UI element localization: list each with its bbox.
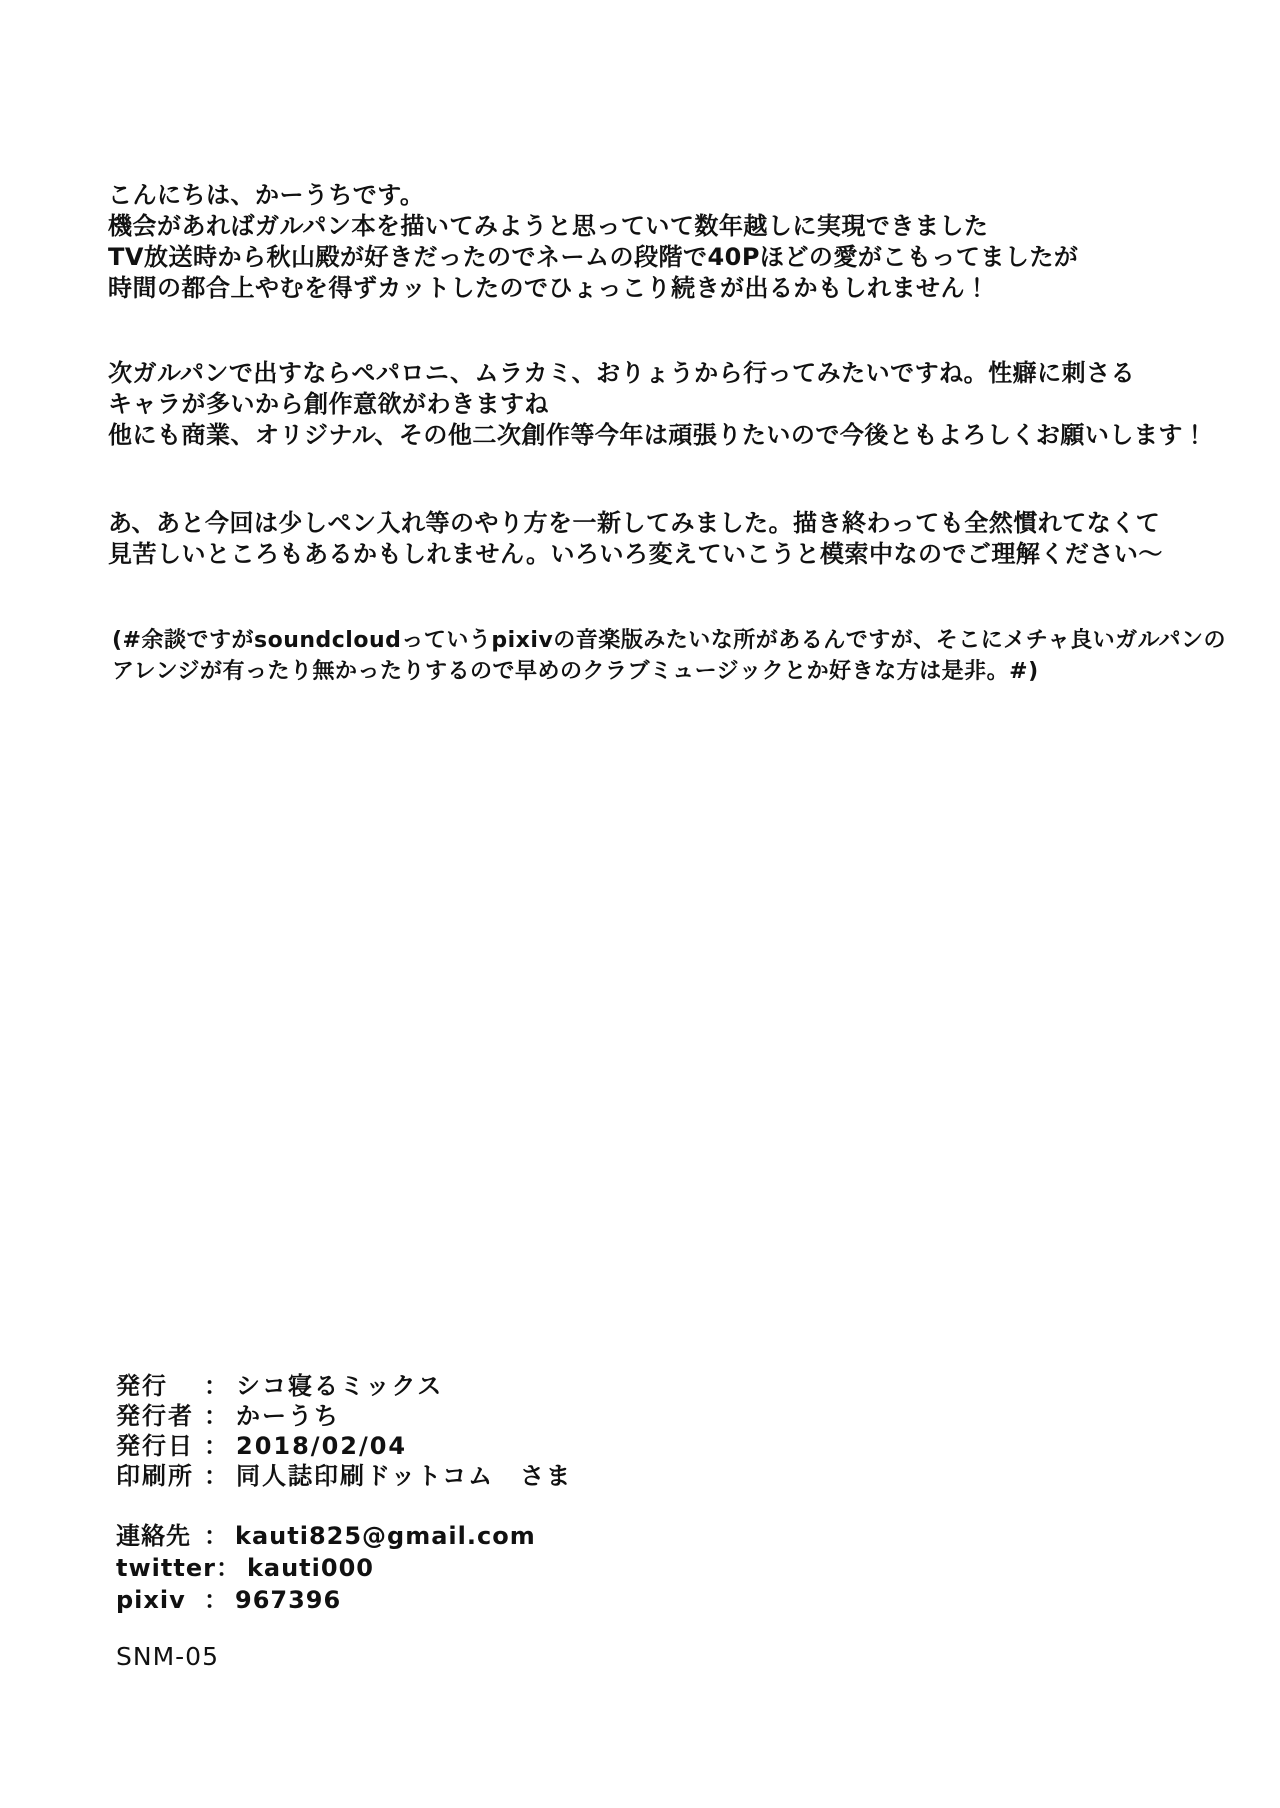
contact-colon: ： — [204, 1522, 229, 1550]
paragraph-line: 時間の都合上やむを得ずカットしたのでひょっこり続きが出るかもしれません！ — [108, 274, 990, 302]
contact-colon: ： — [215, 1554, 241, 1582]
colophon-label: 発行者 — [116, 1402, 194, 1430]
greeting-paragraph — [108, 180, 1078, 304]
contact-label: pixiv — [116, 1586, 186, 1614]
colophon-row-date — [116, 1431, 572, 1461]
colophon-colon: ： — [204, 1372, 230, 1400]
paragraph-line: 機会があればガルパン本を描いてみようと思っていて数年越しに実現できました — [108, 212, 989, 240]
colophon-row-printer — [116, 1461, 572, 1491]
contact-twitter-value: kauti000 — [246, 1554, 374, 1582]
colophon-label: 印刷所 — [116, 1462, 194, 1490]
colophon-value: 2018/02/04 — [236, 1432, 408, 1460]
colophon-row-author — [116, 1401, 572, 1431]
colophon-contact-block — [116, 1520, 536, 1616]
technique-paragraph — [108, 508, 1163, 570]
paragraph-line: TV放送時から秋山殿が好きだったのでネームの段階で40Pほどの愛がこもってましたが — [108, 243, 1079, 271]
colophon-label: 発行 — [116, 1372, 168, 1400]
paragraph-line: 見苦しいところもあるかもしれません。いろいろ変えていこうと模索中なのでご理解ください〜 — [108, 540, 1163, 568]
colophon-colon: ： — [204, 1462, 230, 1490]
circle-code: SNM-05 — [116, 1642, 219, 1671]
colophon-value: かーうち — [236, 1402, 340, 1430]
contact-label: twitter — [116, 1554, 216, 1582]
colophon-publication-block — [116, 1371, 572, 1491]
contact-label: 連絡先 — [116, 1522, 191, 1550]
contact-pixiv-value: 967396 — [235, 1586, 342, 1614]
paragraph-line: 次ガルパンで出すならペパロニ、ムラカミ、おりょうから行ってみたいですね。性癖に刺さる — [108, 359, 1136, 387]
paragraph-line: (#余談ですがsoundcloudっていうpixivの音楽版みたいな所があるんですが、そこにメチャ良いガルパンの — [112, 628, 1227, 653]
paragraph-line: キャラが多いから創作意欲がわきますね — [108, 390, 549, 418]
colophon-row-publisher — [116, 1371, 572, 1401]
contact-row-twitter — [116, 1552, 536, 1584]
colophon-colon: ： — [204, 1432, 230, 1460]
contact-row-pixiv — [116, 1584, 536, 1616]
future-plans-paragraph — [108, 358, 1207, 451]
paragraph-line: こんにちは、かーうちです。 — [108, 181, 425, 209]
aside-paragraph — [112, 625, 1226, 687]
paragraph-line: 他にも商業、オリジナル、その他二次創作等今年は頑張りたいので今後ともよろしくお願いします！ — [108, 421, 1208, 449]
colophon-colon: ： — [204, 1402, 230, 1430]
paragraph-line: アレンジが有ったり無かったりするので早めのクラブミュージックとか好きな方は是非。#) — [112, 659, 1039, 684]
colophon-label: 発行日 — [116, 1432, 194, 1460]
contact-email-value: kauti825@gmail.com — [235, 1522, 536, 1550]
contact-row-email — [116, 1520, 536, 1552]
paragraph-line: あ、あと今回は少しペン入れ等のやり方を一新してみました。描き終わっても全然慣れてなくて — [108, 509, 1161, 537]
contact-colon: ： — [204, 1586, 229, 1614]
colophon-value: 同人誌印刷ドットコム さま — [236, 1462, 573, 1490]
colophon-value: シコ寝るミックス — [236, 1372, 444, 1400]
